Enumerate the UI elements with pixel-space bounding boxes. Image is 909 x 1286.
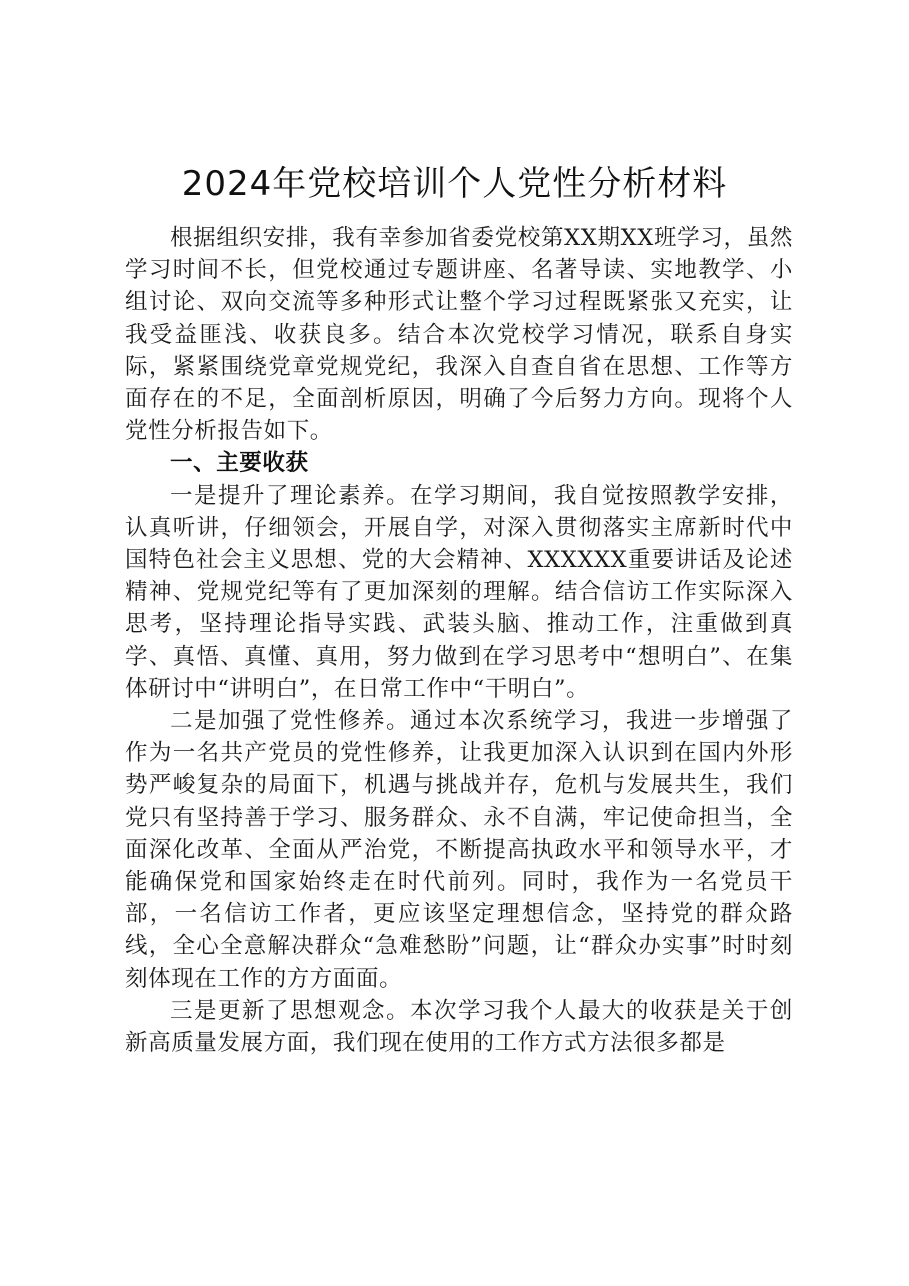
document-title: 2024年党校培训个人党性分析材料 [181,164,728,204]
section-heading: 一、主要收获 [170,450,309,477]
intro-paragraph: 根据组织安排，我有幸参加省委党校第XX期XX班学习，虽然学习时间不长，但党校通过专题讲座、名著导读、实地教学、小组讨论、双向交流等多种形式让整个学习过程既紧张又充实，让我受益匪浅、收获良多。结合本次党校学习情况，联系自身实际，紧紧围绕党章党规党纪，我深入自查自省在思想、工作等方面存在的不足，全面剖析原因，明确了今后努力方向。现将个人党性分析报告如下。 [125,225,793,445]
body-paragraph: 三是更新了思想观念。本次学习我个人最大的收获是关于创新高质量发展方面，我们现在使用的工作方式方法很多都是 [125,997,793,1057]
document-body [125,222,793,1059]
body-paragraph: 二是加强了党性修养。通过本次系统学习，我进一步增强了作为一名共产党员的党性修养，让我更加深入认识到在国内外形势严峻复杂的局面下，机遇与挑战并存，危机与发展共生，我们党只有坚持善于学习、服务群众、永不自满，牢记使命担当，全面深化改革、全面从严治党，不断提高执政水平和领导水平，才能确保党和国家始终走在时代前列。同时，我作为一名党员干部，一名信访工作者，更应该坚定理想信念，坚持党的群众路线，全心全意解决群众“急难愁盼”问题，让“群众办实事”时时刻刻体现在工作的方方面面。 [125,708,793,992]
body-paragraph: 一是提升了理论素养。在学习期间，我自觉按照教学安排，认真听讲，仔细领会，开展自学，对深入贯彻落实主席新时代中国特色社会主义思想、党的大会精神、XXXXXX重要讲话及论述精神、党规党纪等有了更加深刻的理解。结合信访工作实际深入思考，坚持理论指导实践、武装头脑、推动工作，注重做到真学、真悟、真懂、真用，努力做到在学习思考中“想明白”、在集体研讨中“讲明白”，在日常工作中“干明白”。 [125,482,793,702]
